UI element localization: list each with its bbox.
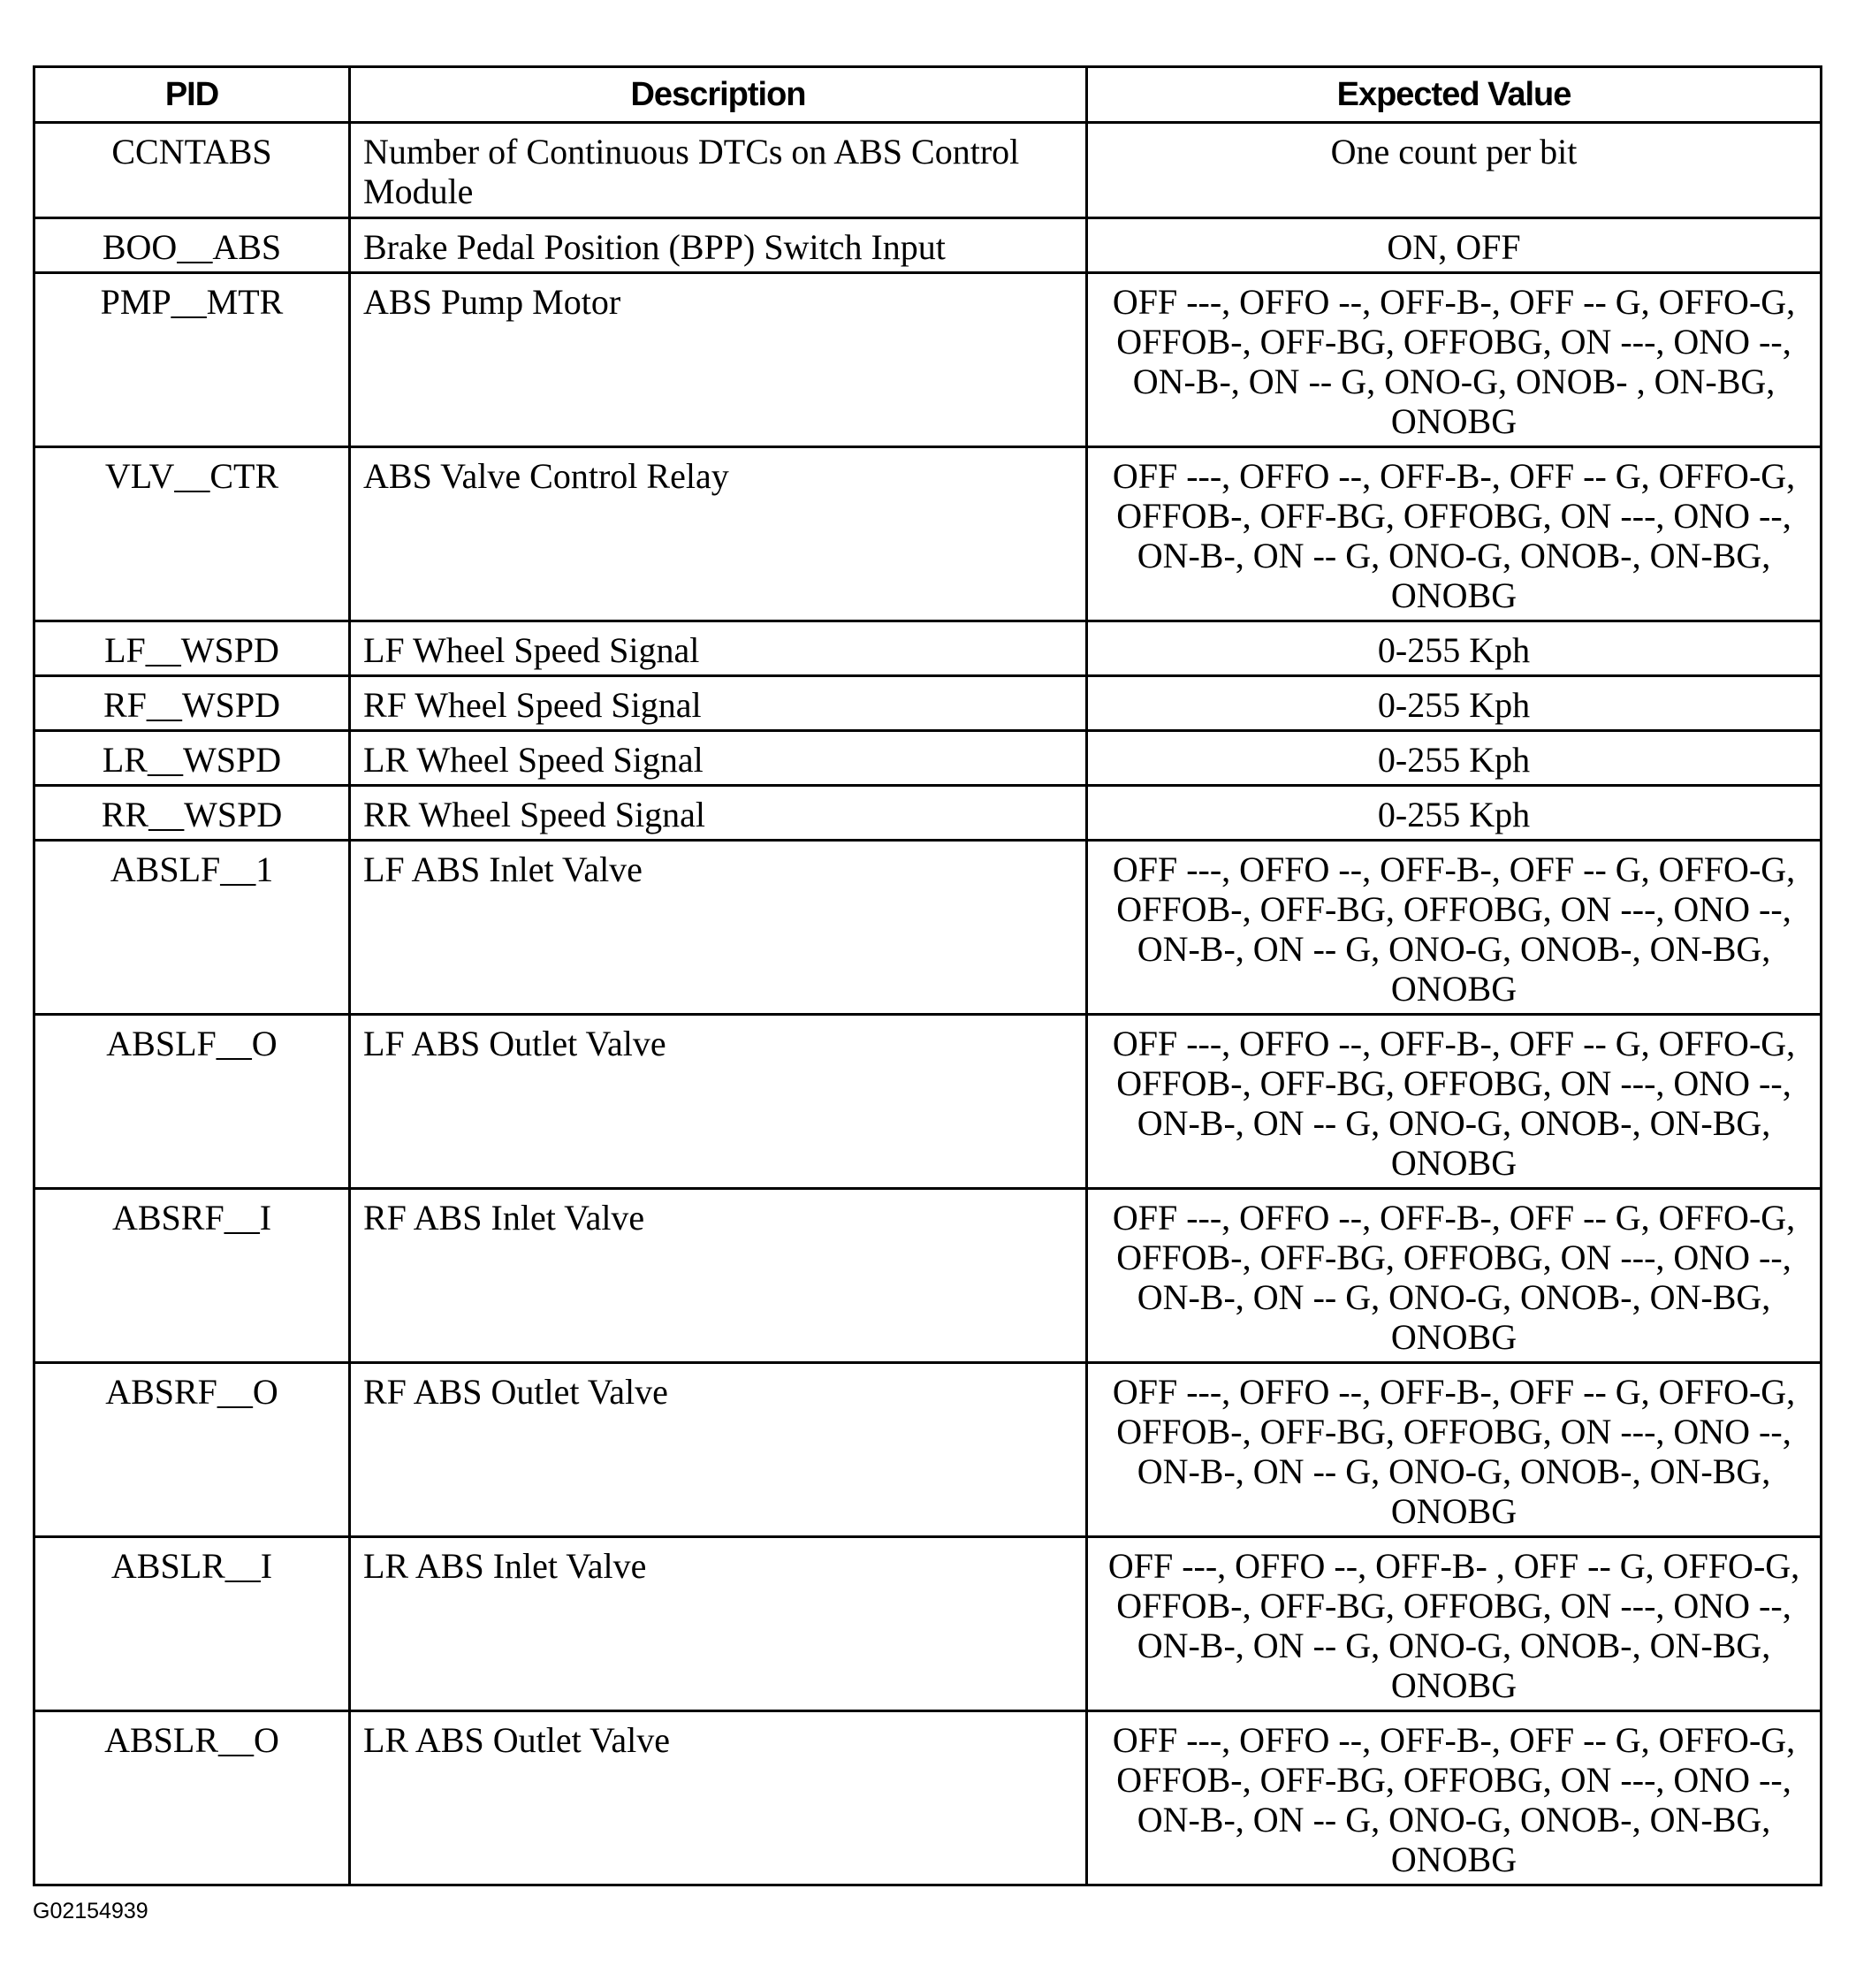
expected-value-cell: 0-255 Kph xyxy=(1087,786,1822,841)
header-description: Description xyxy=(350,67,1087,123)
table-row xyxy=(34,731,1822,786)
description-cell: LF ABS Outlet Valve xyxy=(350,1015,1087,1189)
pid-cell: ABSLF__O xyxy=(34,1015,350,1189)
description-cell: LR ABS Inlet Valve xyxy=(350,1537,1087,1711)
header-pid: PID xyxy=(34,67,350,123)
pid-cell: VLV__CTR xyxy=(34,447,350,621)
figure-id: G02154939 xyxy=(33,1899,148,1923)
expected-value-cell: OFF ---, OFFO --, OFF-B-, OFF -- G, OFFO-G, OFFOB-, OFF-BG, OFFOBG, ON ---, ONO --, ON-B-, ON -- G, ONO-G, ONOB-, ON-BG, ONOBG xyxy=(1087,1711,1822,1885)
table-row xyxy=(34,1189,1822,1363)
description-cell: LF Wheel Speed Signal xyxy=(350,621,1087,676)
table-row xyxy=(34,786,1822,841)
pid-table xyxy=(33,65,1822,1886)
pid-cell: RR__WSPD xyxy=(34,786,350,841)
expected-value-cell: OFF ---, OFFO --, OFF-B-, OFF -- G, OFFO-G, OFFOB-, OFF-BG, OFFOBG, ON ---, ONO --, ON-B-, ON -- G, ONO-G, ONOB-, ON-BG, ONOBG xyxy=(1087,841,1822,1015)
table-row xyxy=(34,1363,1822,1537)
pid-cell: LR__WSPD xyxy=(34,731,350,786)
table-row xyxy=(34,621,1822,676)
description-cell: LR Wheel Speed Signal xyxy=(350,731,1087,786)
table-row xyxy=(34,841,1822,1015)
expected-value-cell: OFF ---, OFFO --, OFF-B-, OFF -- G, OFFO-G, OFFOB-, OFF-BG, OFFOBG, ON ---, ONO --, ON-B-, ON -- G, ONO-G, ONOB-, ON-BG, ONOBG xyxy=(1087,1189,1822,1363)
description-cell: RF ABS Inlet Valve xyxy=(350,1189,1087,1363)
table-row xyxy=(34,1711,1822,1885)
description-cell: ABS Valve Control Relay xyxy=(350,447,1087,621)
pid-cell: ABSLF__1 xyxy=(34,841,350,1015)
table-row xyxy=(34,447,1822,621)
table-row xyxy=(34,273,1822,447)
expected-value-cell: ON, OFF xyxy=(1087,218,1822,273)
description-cell: RR Wheel Speed Signal xyxy=(350,786,1087,841)
table-header-row xyxy=(34,67,1822,123)
description-cell: RF Wheel Speed Signal xyxy=(350,676,1087,731)
header-expected-value: Expected Value xyxy=(1087,67,1822,123)
table-row xyxy=(34,1015,1822,1189)
expected-value-cell: OFF ---, OFFO --, OFF-B-, OFF -- G, OFFO-G, OFFOB-, OFF-BG, OFFOBG, ON ---, ONO --, ON-B-, ON -- G, ONO-G, ONOB-, ON-BG, ONOBG xyxy=(1087,1363,1822,1537)
description-cell: LF ABS Inlet Valve xyxy=(350,841,1087,1015)
expected-value-cell: 0-255 Kph xyxy=(1087,676,1822,731)
expected-value-cell: OFF ---, OFFO --, OFF-B- , OFF -- G, OFFO-G, OFFOB-, OFF-BG, OFFOBG, ON ---, ONO --, ON-B-, ON -- G, ONO-G, ONOB-, ON-BG, ONOBG xyxy=(1087,1537,1822,1711)
description-cell: ABS Pump Motor xyxy=(350,273,1087,447)
expected-value-cell: One count per bit xyxy=(1087,123,1822,218)
table-row xyxy=(34,1537,1822,1711)
description-cell: Number of Continuous DTCs on ABS Control Module xyxy=(350,123,1087,218)
description-cell: RF ABS Outlet Valve xyxy=(350,1363,1087,1537)
table-row xyxy=(34,218,1822,273)
description-cell: LR ABS Outlet Valve xyxy=(350,1711,1087,1885)
pid-cell: ABSRF__O xyxy=(34,1363,350,1537)
expected-value-cell: OFF ---, OFFO --, OFF-B-, OFF -- G, OFFO-G, OFFOB-, OFF-BG, OFFOBG, ON ---, ONO --, ON-B-, ON -- G, ONO-G, ONOB-, ON-BG, ONOBG xyxy=(1087,1015,1822,1189)
pid-cell: RF__WSPD xyxy=(34,676,350,731)
pid-cell: PMP__MTR xyxy=(34,273,350,447)
pid-cell: CCNTABS xyxy=(34,123,350,218)
expected-value-cell: OFF ---, OFFO --, OFF-B-, OFF -- G, OFFO-G, OFFOB-, OFF-BG, OFFOBG, ON ---, ONO --, ON-B-, ON -- G, ONO-G, ONOB- , ON-BG, ONOBG xyxy=(1087,273,1822,447)
description-cell: Brake Pedal Position (BPP) Switch Input xyxy=(350,218,1087,273)
pid-cell: LF__WSPD xyxy=(34,621,350,676)
pid-cell: BOO__ABS xyxy=(34,218,350,273)
pid-cell: ABSRF__I xyxy=(34,1189,350,1363)
table-row xyxy=(34,676,1822,731)
pid-cell: ABSLR__I xyxy=(34,1537,350,1711)
table-row xyxy=(34,123,1822,218)
expected-value-cell: OFF ---, OFFO --, OFF-B-, OFF -- G, OFFO-G, OFFOB-, OFF-BG, OFFOBG, ON ---, ONO --, ON-B-, ON -- G, ONO-G, ONOB-, ON-BG, ONOBG xyxy=(1087,447,1822,621)
pid-cell: ABSLR__O xyxy=(34,1711,350,1885)
expected-value-cell: 0-255 Kph xyxy=(1087,621,1822,676)
expected-value-cell: 0-255 Kph xyxy=(1087,731,1822,786)
